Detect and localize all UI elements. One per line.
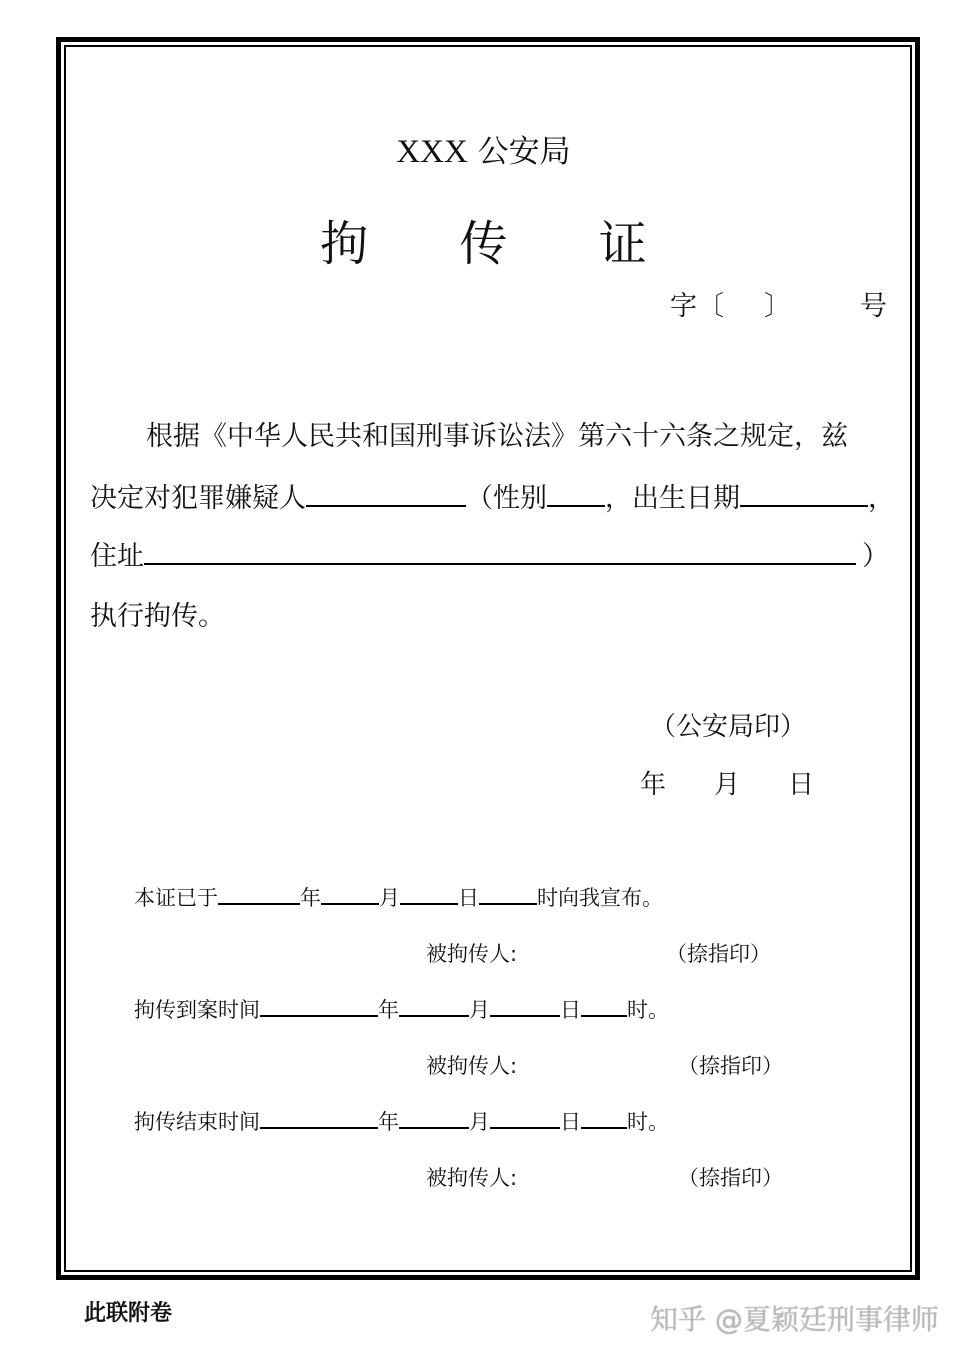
announce-prefix: 本证已于 <box>134 886 218 910</box>
title-char-3: 证 <box>598 216 647 272</box>
agency-name: 公安局 <box>477 134 571 170</box>
title-char-2: 传 <box>459 216 508 272</box>
end-suffix: 时。 <box>627 1110 669 1134</box>
paragraph-line-4: 执行拘传。 <box>90 601 225 632</box>
comma: ， <box>868 483 895 514</box>
end-month-blank[interactable] <box>399 1109 469 1129</box>
issue-year: 年 <box>640 770 667 800</box>
announce-day-blank[interactable] <box>400 885 458 905</box>
announce-suffix: 时向我宣布。 <box>537 886 663 910</box>
doc-number-bracket-close: 〕 <box>764 291 791 322</box>
thumbprint-label-2: （捺指印） <box>678 1054 783 1078</box>
document-title <box>0 205 967 274</box>
end-year-label: 年 <box>378 1110 399 1134</box>
arrival-month-label: 月 <box>469 998 490 1022</box>
end-month-label: 月 <box>469 1110 490 1134</box>
close-paren: ） <box>862 541 889 572</box>
zhihu-watermark: 知乎 @夏颖廷刑事律师 <box>650 1303 939 1336</box>
thumbprint-label-1: （捺指印） <box>666 942 771 966</box>
signer-label-1: 被拘传人: <box>426 942 518 966</box>
end-day-blank[interactable] <box>490 1109 560 1129</box>
signer-label-3: 被拘传人: <box>426 1166 518 1190</box>
arrival-year-label: 年 <box>378 998 399 1022</box>
gender-blank[interactable] <box>547 481 605 507</box>
arrival-day-blank[interactable] <box>490 997 560 1017</box>
announce-hour-blank[interactable] <box>479 885 537 905</box>
arrival-day-label: 日 <box>560 998 581 1022</box>
address-label: 住址 <box>90 541 144 572</box>
announce-day-label: 日 <box>458 886 479 910</box>
agency-prefix: XXX <box>396 134 468 170</box>
arrival-time-line <box>134 994 669 1024</box>
signer-label-2: 被拘传人: <box>426 1054 518 1078</box>
doc-number-suffix: 号 <box>860 291 887 322</box>
end-year-blank[interactable] <box>260 1109 378 1129</box>
doc-number-prefix: 字〔 <box>670 291 724 322</box>
arrival-prefix: 拘传到案时间 <box>134 998 260 1022</box>
paragraph-line-3 <box>90 534 889 573</box>
thumbprint-label-3: （捺指印） <box>678 1166 783 1190</box>
arrival-hour-blank[interactable] <box>581 997 627 1017</box>
birthdate-label: ，出生日期 <box>605 483 740 514</box>
announce-year-label: 年 <box>300 886 321 910</box>
paragraph-line-2 <box>90 476 895 515</box>
paragraph-line-1: 根据《中华人民共和国刑事诉讼法》第六十六条之规定，兹 <box>146 421 848 452</box>
birthdate-blank[interactable] <box>740 481 868 507</box>
end-hour-blank[interactable] <box>581 1109 627 1129</box>
end-prefix: 拘传结束时间 <box>134 1110 260 1134</box>
announce-month-label: 月 <box>379 886 400 910</box>
arrival-year-blank[interactable] <box>260 997 378 1017</box>
suspect-name-blank[interactable] <box>306 481 466 507</box>
arrival-suffix: 时。 <box>627 998 669 1022</box>
end-day-label: 日 <box>560 1110 581 1134</box>
announce-line <box>134 882 663 912</box>
police-seal-label: （公安局印） <box>650 712 807 742</box>
title-char-1: 拘 <box>320 216 369 272</box>
gender-label: （性别 <box>466 483 547 514</box>
suspect-label: 决定对犯罪嫌疑人 <box>90 483 306 514</box>
end-time-line <box>134 1106 669 1136</box>
issue-month: 月 <box>714 770 741 800</box>
announce-month-blank[interactable] <box>321 885 379 905</box>
arrival-month-blank[interactable] <box>399 997 469 1017</box>
issue-day: 日 <box>788 770 815 800</box>
address-blank[interactable] <box>144 539 856 565</box>
file-copy-note: 此联附卷 <box>84 1301 173 1326</box>
agency-heading <box>0 126 967 171</box>
announce-year-blank[interactable] <box>218 885 300 905</box>
